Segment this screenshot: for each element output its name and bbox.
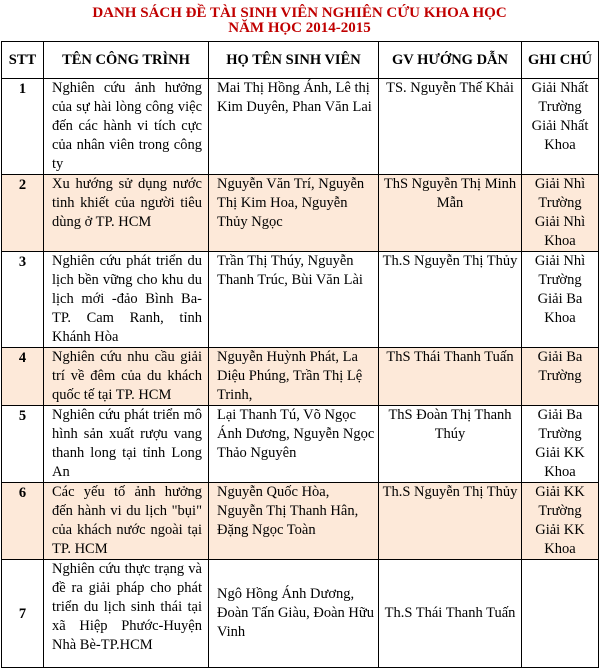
cell-ghi-chu: Giải Nhì Trường Giải Nhì Khoa (522, 175, 599, 252)
cell-stt: 4 (2, 348, 44, 406)
cell-gv: ThS Thái Thanh Tuấn (379, 348, 522, 406)
cell-stt: 3 (2, 252, 44, 348)
cell-stt: 6 (2, 483, 44, 560)
cell-gv: ThS Nguyễn Thị Minh Mẫn (379, 175, 522, 252)
cell-gv: Th.S Nguyễn Thị Thủy (379, 252, 522, 348)
cell-gv: TS. Nguyễn Thế Khải (379, 79, 522, 175)
header-gv-huong-dan: GV HƯỚNG DẪN (379, 42, 522, 79)
cell-ghi-chu: Giải Nhất Trường Giải Nhất Khoa (522, 79, 599, 175)
cell-ten-cong-trinh: Nghiên cứu phát triển du lịch bền vững cho khu du lịch mới -đảo Bình Ba- TP. Cam Ranh, tỉnh Khánh Hòa (44, 252, 209, 348)
cell-ten-cong-trinh: Nghiên cứu phát triển mô hình sản xuất rượu vang thanh long tại tỉnh Long An (44, 406, 209, 483)
cell-sinh-vien: Trần Thị Thúy, Nguyễn Thanh Trúc, Bùi Văn Lài (209, 252, 379, 348)
table-row (2, 175, 599, 252)
cell-ghi-chu (522, 560, 599, 668)
cell-sinh-vien: Nguyễn Quốc Hòa, Nguyễn Thị Thanh Hân, Đặng Ngọc Toàn (209, 483, 379, 560)
table-row (2, 348, 599, 406)
table-row (2, 560, 599, 668)
title-line-1: DANH SÁCH ĐỀ TÀI SINH VIÊN NGHIÊN CỨU KHOA HỌC (92, 5, 507, 21)
cell-sinh-vien: Ngô Hồng Ánh Dương, Đoàn Tấn Giàu, Đoàn Hữu Vinh (209, 560, 379, 668)
header-ghi-chu: GHI CHÚ (522, 42, 599, 79)
cell-gv: ThS Đoàn Thị Thanh Thúy (379, 406, 522, 483)
document-title (0, 0, 599, 41)
table-row (2, 483, 599, 560)
cell-ten-cong-trinh: Nghiên cứu thực trạng và đề ra giải pháp cho phát triển du lịch sinh thái tại xã Hiệp Phước-Huyện Nhà Bè-TP.HCM (44, 560, 209, 668)
cell-sinh-vien: Nguyễn Văn Trí, Nguyễn Thị Kim Hoa, Nguyễn Thủy Ngọc (209, 175, 379, 252)
cell-gv: Th.S Nguyễn Thị Thủy (379, 483, 522, 560)
research-topics-table (1, 41, 599, 668)
cell-ten-cong-trinh: Nghiên cứu ảnh hưởng của sự hài lòng công việc đến các hành vi tích cực của nhân viên trong công ty (44, 79, 209, 175)
table-header-row (2, 42, 599, 79)
cell-ten-cong-trinh: Nghiên cứu nhu cầu giải trí về đêm của du khách quốc tế tại TP. HCM (44, 348, 209, 406)
cell-sinh-vien: Mai Thị Hồng Ánh, Lê thị Kim Duyên, Phan Văn Lai (209, 79, 379, 175)
cell-ten-cong-trinh: Các yếu tố ảnh hưởng đến hành vi du lịch "bụi" của khách nước ngoài tại TP. HCM (44, 483, 209, 560)
cell-ten-cong-trinh: Xu hướng sử dụng nước tinh khiết của người tiêu dùng ở TP. HCM (44, 175, 209, 252)
cell-ghi-chu: Giải Ba Trường (522, 348, 599, 406)
table-row (2, 406, 599, 483)
cell-sinh-vien: Lại Thanh Tú, Võ Ngọc Ánh Dương, Nguyễn Ngọc Thảo Nguyên (209, 406, 379, 483)
header-ten-cong-trinh: TÊN CÔNG TRÌNH (44, 42, 209, 79)
cell-ghi-chu: Giải Ba Trường Giải KK Khoa (522, 406, 599, 483)
header-stt: STT (2, 42, 44, 79)
cell-ghi-chu: Giải Nhì Trường Giải Ba Khoa (522, 252, 599, 348)
cell-stt: 7 (2, 560, 44, 668)
title-line-2: NĂM HỌC 2014-2015 (228, 20, 371, 36)
cell-stt: 1 (2, 79, 44, 175)
cell-stt: 5 (2, 406, 44, 483)
cell-ghi-chu: Giải KK Trường Giải KK Khoa (522, 483, 599, 560)
table-row (2, 79, 599, 175)
cell-sinh-vien: Nguyễn Huỳnh Phát, La Diệu Phúng, Trần Thị Lệ Trinh, (209, 348, 379, 406)
cell-stt: 2 (2, 175, 44, 252)
table-row (2, 252, 599, 348)
cell-gv: Th.S Thái Thanh Tuấn (379, 560, 522, 668)
header-ho-ten-sinh-vien: HỌ TÊN SINH VIÊN (209, 42, 379, 79)
